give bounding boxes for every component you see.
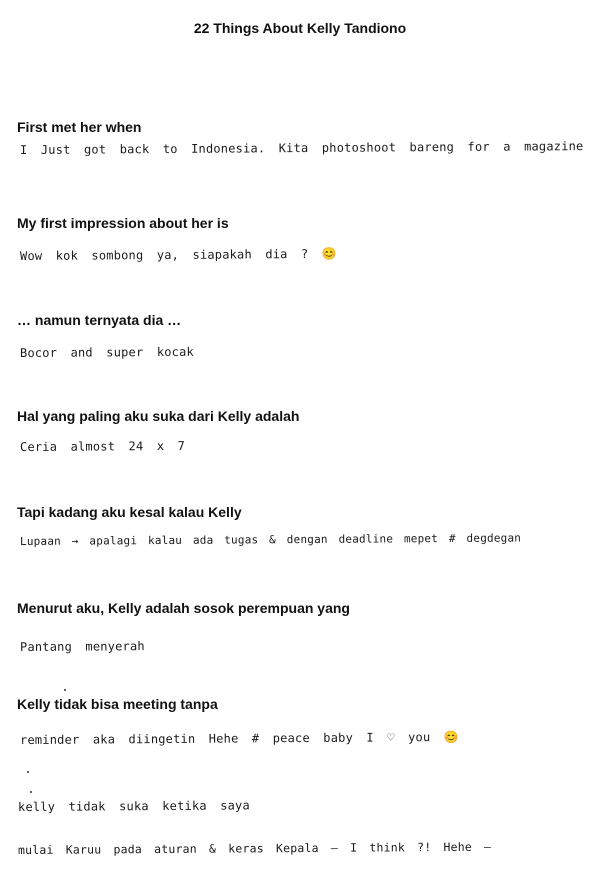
ink-dot [30,791,32,793]
question-4: Hal yang paling aku suka dari Kelly adalah [17,408,300,424]
answer-6: Pantang menyerah [19,639,145,654]
question-3: … namun ternyata dia … [17,312,182,328]
answer-1: I Just got back to Indonesia. Kita photoshoot bareng for a magazine [19,139,584,157]
question-5: Tapi kadang aku kesal kalau Kelly [17,504,242,520]
ink-dot [27,771,29,773]
question-6: Menurut aku, Kelly adalah sosok perempuan yang [17,600,350,616]
ink-dot [64,689,66,691]
answer-7: reminder aka diingetin Hehe # peace baby I ♡ you 😊 [19,729,459,747]
answer-2: Wow kok sombong ya, siapakah dia ? 😊 [19,246,338,263]
answer-4: Ceria almost 24 x 7 [19,438,186,454]
extra-line-1: kelly tidak suka ketika saya [17,798,250,814]
extra-line-2: mulai Karuu pada aturan & keras Kepala — I think ?! Hehe — [17,839,492,857]
page-title: 22 Things About Kelly Tandiono [193,20,407,36]
question-1: First met her when [17,119,142,135]
question-7: Kelly tidak bisa meeting tanpa [17,696,218,712]
answer-3: Bocor and super kocak [19,344,194,360]
question-2: My first impression about her is [17,215,229,231]
answer-5: Lupaan → apalagi kalau ada tugas & dengan deadline mepet # degdegan [19,531,522,548]
